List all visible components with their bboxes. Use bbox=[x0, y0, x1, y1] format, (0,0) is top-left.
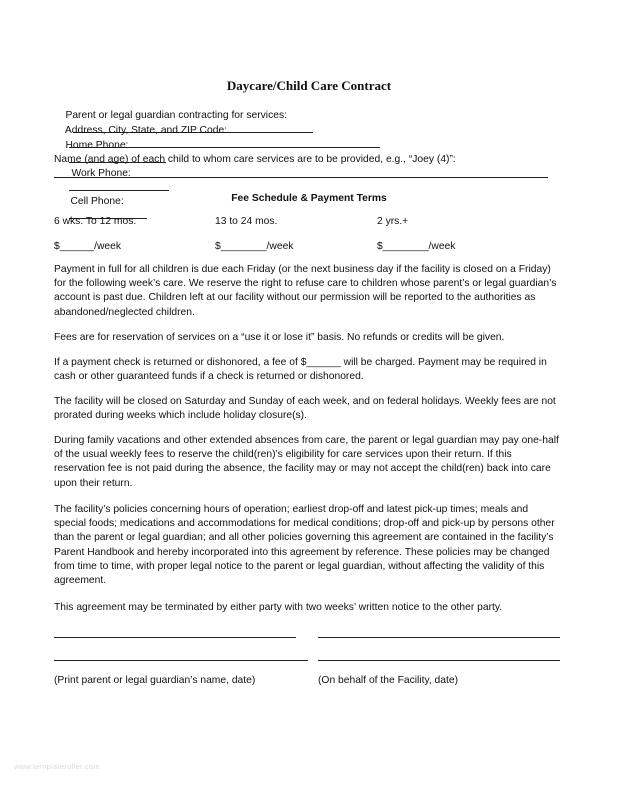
age-group-infant: 6 wks. To 12 mos. bbox=[54, 216, 137, 227]
address-label: Address, City, State, and ZIP Code: bbox=[64, 125, 228, 136]
policies-paragraph: The facility’s policies concerning hours of operation; earliest drop-off and latest pick-up times; meals and special foods; medications and accommodations for medical conditions; drop-off and pick-up by persons other than the parent or legal guardian; and all other policies governing this agreement are contained in the facility’s Parent Handbook and hereby incorporated into this agreement by reference. These policies may be changed from time to time, with proper legal notice to the parent or legal guardian, without affecting the validity of this agreement. bbox=[54, 504, 555, 587]
parent-signature-label: (Print parent or legal guardian’s name, date) bbox=[54, 675, 256, 686]
cell-phone-label: Cell Phone: bbox=[70, 196, 124, 207]
parent-name-label: Parent or legal guardian contracting for services: bbox=[65, 110, 287, 121]
rate-toddler[interactable]: $________/week bbox=[215, 241, 294, 252]
age-group-preschool: 2 yrs.+ bbox=[377, 216, 409, 227]
facility-signature-label: (On behalf of the Facility, date) bbox=[318, 675, 459, 686]
fee-schedule-title: Fee Schedule & Payment Terms bbox=[231, 193, 387, 204]
rate-infant[interactable]: $______/week bbox=[54, 241, 121, 252]
absences-paragraph: During family vacations and other extended absences from care, the parent or legal guardian may pay one-half of the usual weekly fees to reserve the child(ren)’s eligibility for care services upon their return. If this reservation fee is not paid during the absence, the facility may or may not accept the child(ren) back into care upon their return. bbox=[54, 435, 559, 489]
watermark: www.templateroller.com bbox=[14, 762, 100, 771]
home-phone-label: Home Phone: bbox=[65, 140, 129, 151]
parent-name-date-line[interactable] bbox=[54, 660, 308, 661]
termination-paragraph: This agreement may be terminated by either party with two weeks’ written notice to the other party. bbox=[54, 602, 503, 613]
parent-signature-line[interactable] bbox=[54, 637, 296, 638]
facility-name-date-line[interactable] bbox=[318, 660, 560, 661]
age-group-toddler: 13 to 24 mos. bbox=[215, 216, 278, 227]
children-blank[interactable] bbox=[54, 177, 548, 178]
work-phone-blank[interactable] bbox=[69, 180, 169, 191]
facility-signature-line[interactable] bbox=[318, 637, 560, 638]
payment-terms-paragraph: Payment in full for all children is due each Friday (or the next business day if the facility is closed on a Friday) for the following week’s care. We reserve the right to refuse care to children whose parent’s or legal guardian’s account is past due. Children left at our facility without our permission will be reported to the authorities as abandoned/neglected children. bbox=[54, 264, 557, 318]
rate-preschool[interactable]: $________/week bbox=[377, 241, 456, 252]
document-title: Daycare/Child Care Contract bbox=[226, 78, 392, 93]
closures-paragraph: The facility will be closed on Saturday and Sunday of each week, and on federal holidays. Weekly fees are not prorated during weeks which include holiday closure(s). bbox=[54, 396, 556, 422]
work-phone-label: Work Phone: bbox=[71, 168, 131, 179]
reservation-fees-paragraph: Fees are for reservation of services on a “use it or lose it” basis. No refunds or credits will be given. bbox=[54, 332, 505, 343]
returned-check-paragraph: If a payment check is returned or dishonored, a fee of $______ will be charged. Payment may be required in cash or other guaranteed funds if a check is returned or dishonored. bbox=[54, 357, 547, 383]
children-prompt: Name (and age) of each child to whom care services are to be provided, e.g., “Joey (4)”: bbox=[54, 154, 456, 165]
